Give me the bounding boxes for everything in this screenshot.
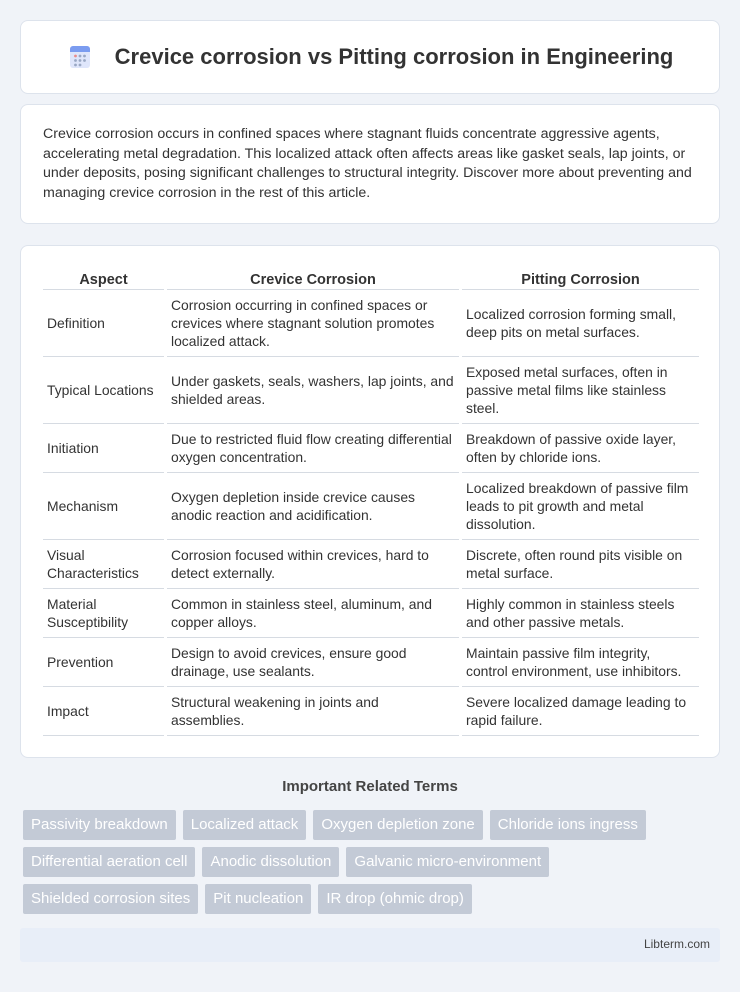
table-row [43,473,699,540]
cell-aspect: Impact [43,687,164,736]
cell-pitting: Breakdown of passive oxide layer, often by chloride ions. [462,424,699,473]
cell-pitting: Highly common in stainless steels and other passive metals. [462,589,699,638]
table-row [43,687,699,736]
related-term-tag[interactable]: Differential aeration cell [23,847,195,877]
table-row [43,589,699,638]
intro-paragraph: Crevice corrosion occurs in confined spaces where stagnant fluids concentrate aggressive agents, accelerating metal degradation. This localized attack often affects areas like gasket seals, lap joints, or under deposits, posing significant challenges to structural integrity. Discover more about preventing and managing crevice corrosion in the rest of this article. [43,126,692,201]
related-term-tag[interactable]: Chloride ions ingress [490,810,646,840]
table-row [43,638,699,687]
cell-aspect: Mechanism [43,473,164,540]
table-row [43,540,699,589]
page-title: Crevice corrosion vs Pitting corrosion in Engineering [114,44,674,69]
comparison-table [40,262,702,736]
column-header-crevice: Crevice Corrosion [167,262,459,290]
cell-aspect: Prevention [43,638,164,687]
table-row [43,424,699,473]
cell-pitting: Maintain passive film integrity, control environment, use inhibitors. [462,638,699,687]
cell-aspect: Definition [43,290,164,357]
cell-crevice: Corrosion focused within crevices, hard to detect externally. [167,540,459,589]
related-term-tag[interactable]: Pit nucleation [205,884,311,914]
table-row [43,290,699,357]
intro-card [20,104,720,224]
cell-crevice: Structural weakening in joints and assemblies. [167,687,459,736]
cell-crevice: Corrosion occurring in confined spaces or crevices where stagnant solution promotes localized attack. [167,290,459,357]
related-terms-title: Important Related Terms [282,778,458,795]
footer-site-link[interactable]: Libterm.com [643,937,710,951]
cell-pitting: Discrete, often round pits visible on metal surface. [462,540,699,589]
cell-pitting: Localized corrosion forming small, deep pits on metal surfaces. [462,290,699,357]
cell-pitting: Localized breakdown of passive film leads to pit growth and metal dissolution. [462,473,699,540]
column-header-pitting: Pitting Corrosion [462,262,699,290]
cell-aspect: Visual Characteristics [43,540,164,589]
related-term-tag[interactable]: Anodic dissolution [202,847,339,877]
document-icon [67,44,93,70]
cell-aspect: Initiation [43,424,164,473]
cell-crevice: Common in stainless steel, aluminum, and copper alloys. [167,589,459,638]
cell-crevice: Design to avoid crevices, ensure good drainage, use sealants. [167,638,459,687]
table-header-row [43,262,699,290]
table-row [43,357,699,424]
title-card [20,20,720,94]
tag-row [23,884,723,914]
comparison-card [20,245,720,758]
related-term-tag[interactable]: Shielded corrosion sites [23,884,198,914]
cell-pitting: Exposed metal surfaces, often in passive metal films like stainless steel. [462,357,699,424]
column-header-aspect: Aspect [43,262,164,290]
cell-crevice: Due to restricted fluid flow creating differential oxygen concentration. [167,424,459,473]
tag-row [23,810,723,840]
related-term-tag[interactable]: Localized attack [183,810,307,840]
related-term-tag[interactable]: Galvanic micro-environment [346,847,549,877]
footer [20,928,720,962]
tag-row [23,847,723,877]
related-term-tag[interactable]: Passivity breakdown [23,810,176,840]
cell-aspect: Material Susceptibility [43,589,164,638]
related-term-tag[interactable]: Oxygen depletion zone [313,810,482,840]
cell-crevice: Oxygen depletion inside crevice causes anodic reaction and acidification. [167,473,459,540]
cell-aspect: Typical Locations [43,357,164,424]
related-term-tag[interactable]: IR drop (ohmic drop) [318,884,472,914]
related-terms-list [23,810,723,921]
cell-pitting: Severe localized damage leading to rapid failure. [462,687,699,736]
cell-crevice: Under gaskets, seals, washers, lap joints, and shielded areas. [167,357,459,424]
